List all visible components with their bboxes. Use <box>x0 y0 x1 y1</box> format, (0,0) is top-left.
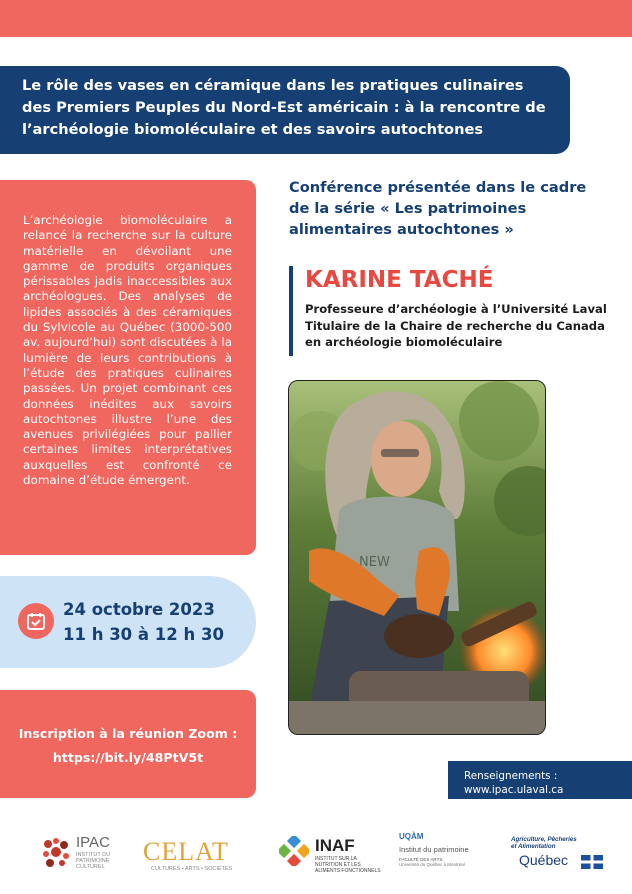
top-banner <box>0 0 632 37</box>
svg-text:NEW: NEW <box>359 555 390 570</box>
uqam-name: UQÀM <box>399 832 424 841</box>
inaf-subtitle <box>315 856 381 874</box>
ipac-sub2: PATRIMOINE <box>76 858 110 864</box>
date-panel <box>0 576 256 668</box>
uqam-line1: Institut du patrimoine <box>399 845 469 854</box>
event-date: 24 octobre 2023 <box>63 600 215 619</box>
celat-subtitle: CULTURES • ARTS • SOCIÉTÉS <box>151 866 233 872</box>
speaker-block <box>289 266 619 356</box>
inaf-sub2: NUTRITION ET LES <box>315 862 361 868</box>
abstract-text: L’archéologie biomoléculaire a relancé la recherche sur la culture matérielle en dévoilant une gamme de produits organiques périssables jadis inaccessibles aux archéologues. Des analyses de lipides associés à des céramiques du Sylvicole au Québec (3000-500 av. aujourd’hui) sont discutées à la lumière de leurs contributions à l’étude des pratiques culinaires passées. Un projet combinant ces données inédites aux savoirs autochtones illustre l’une des avenues privilégiées pour pallier certaines limites interprétatives auxquelles est confronté ce domaine d’étude émergent. <box>23 213 232 488</box>
partner-logos <box>0 828 632 888</box>
quebec-line1: Agriculture, Pêcheries <box>511 836 577 843</box>
uqam-line2: FACULTÉ DES ARTS <box>399 857 443 862</box>
series-heading: Conférence présentée dans le cadre de la série « Les patrimoines alimentaires autochtones » <box>289 179 587 238</box>
speaker-role-line2: Titulaire de la Chaire de recherche du Canada en archéologie biomoléculaire <box>305 318 605 349</box>
speaker-role-line1: Professeure d’archéologie à l’Université Laval <box>305 302 607 316</box>
title-banner <box>0 66 570 154</box>
inaf-sub3: ALIMENTS FONCTIONNELS <box>315 868 381 874</box>
inaf-emblem-icon <box>279 836 309 866</box>
uqam-logo <box>399 832 499 878</box>
quebec-flag-icon <box>581 855 603 869</box>
inaf-name: INAF <box>315 836 355 855</box>
ipac-subtitle <box>76 852 110 870</box>
quebec-logo <box>511 836 611 880</box>
inaf-logo <box>279 834 389 878</box>
speaker-role <box>305 301 619 351</box>
quebec-line2: et Alimentation <box>511 843 556 850</box>
ipac-logo <box>40 834 130 874</box>
registration-label: Inscription à la réunion Zoom : <box>18 726 238 741</box>
celat-logo <box>143 838 253 878</box>
speaker-name: KARINE TACHÉ <box>305 267 494 293</box>
registration-panel <box>0 690 256 798</box>
event-datetime <box>63 597 224 647</box>
calendar-icon <box>18 603 54 639</box>
quebec-ministry <box>511 836 611 850</box>
speaker-photo <box>288 380 546 735</box>
ipac-emblem-icon <box>40 836 72 868</box>
info-url[interactable]: www.ipac.ulaval.ca <box>464 784 564 796</box>
ipac-sub3: CULTUREL <box>76 864 105 870</box>
ipac-name: IPAC <box>76 834 110 851</box>
quebec-name: Québec <box>519 852 569 868</box>
info-label: Renseignements : <box>464 770 558 782</box>
event-time: 11 h 30 à 12 h 30 <box>63 625 224 644</box>
abstract-panel <box>0 180 256 555</box>
ipac-sub1: INSTITUT DU <box>76 852 111 858</box>
registration-link[interactable]: https://bit.ly/48PtV5t <box>52 750 204 765</box>
celat-name: CELAT <box>143 837 229 866</box>
uqam-line3: Université du Québec à Montréal <box>399 862 465 867</box>
inaf-sub1: INSTITUT SUR LA <box>315 856 357 862</box>
info-box <box>448 761 632 799</box>
conference-title: Le rôle des vases en céramique dans les pratiques culinaires des Premiers Peuples du Nord-Est américain : à la rencontre de l’archéologie biomoléculaire et des savoirs autochtones <box>22 77 546 138</box>
